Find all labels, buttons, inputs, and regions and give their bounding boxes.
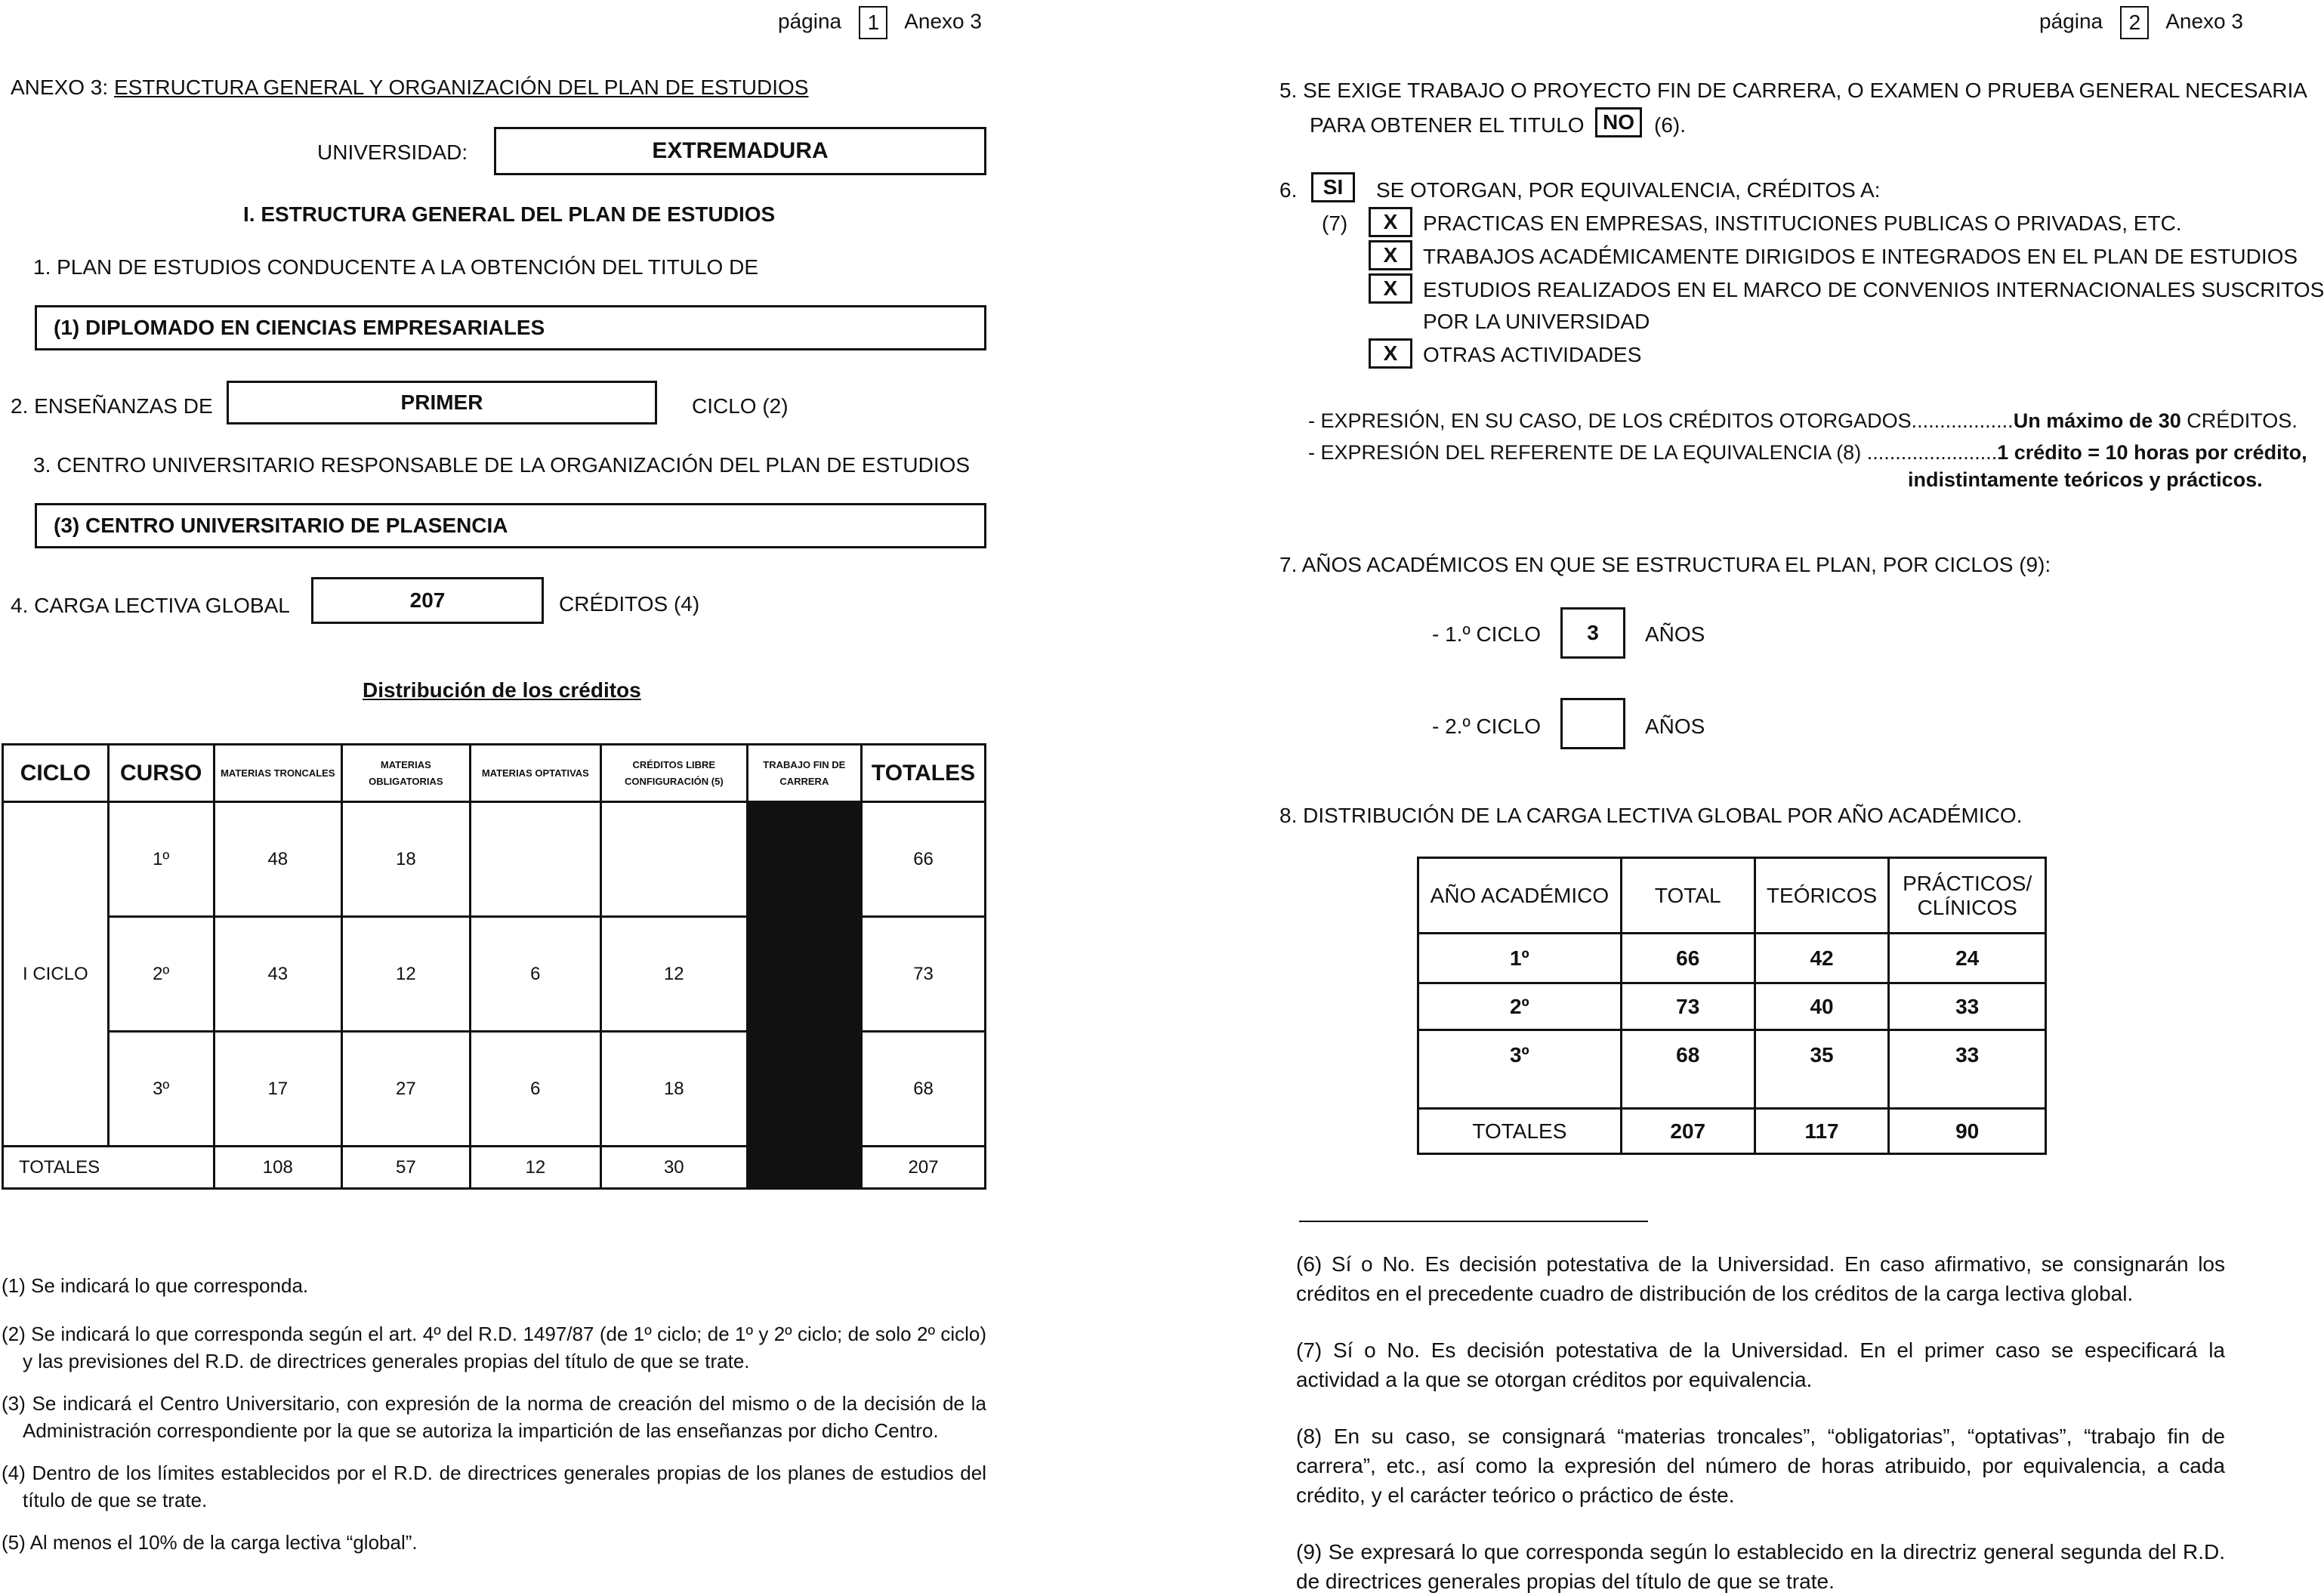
table-row — [3, 802, 986, 917]
year-cell: 3º — [1418, 1030, 1622, 1109]
col-header-teoricos: TEÓRICOS — [1755, 858, 1889, 934]
item3-label: 3. CENTRO UNIVERSITARIO RESPONSABLE DE LA ORGANIZACIÓN DEL PLAN DE ESTUDIOS — [33, 453, 971, 477]
page-label: página — [2039, 9, 2103, 33]
obligatorias-cell: 27 — [342, 1032, 471, 1147]
totales-cell: 73 — [862, 917, 986, 1032]
totals-troncales: 108 — [214, 1147, 341, 1189]
ciclo2-label: - 2.º CICLO — [1432, 715, 1542, 738]
universidad-field — [494, 127, 986, 175]
col-header-ano: AÑO ACADÉMICO — [1418, 858, 1622, 934]
page-header-right — [2039, 6, 2243, 39]
libre-cell — [601, 802, 748, 917]
carga-value: 207 — [409, 588, 446, 612]
totals-practicos: 90 — [1889, 1109, 2046, 1154]
item6-text: SE OTORGAN, POR EQUIVALENCIA, CRÉDITOS A: — [1376, 178, 1881, 202]
expr1-suffix: CRÉDITOS. — [2187, 409, 2298, 432]
check-convenios-label: ESTUDIOS REALIZADOS EN EL MARCO DE CONVENIOS INTERNACIONALES SUSCRITOS — [1423, 278, 2324, 301]
centro-field — [35, 503, 986, 548]
footnote: (7) Sí o No. Es decisión potestativa de la Universidad. En el primer caso se especificará la actividad a la que se otorgan créditos por equivalencia. — [1296, 1338, 2225, 1391]
item1-label: 1. PLAN DE ESTUDIOS CONDUCENTE A LA OBTENCIÓN DEL TITULO DE — [33, 255, 758, 279]
col-header-ciclo: CICLO — [3, 745, 109, 802]
titulo-field — [35, 305, 986, 350]
universidad-value: EXTREMADURA — [652, 138, 829, 163]
teoricos-cell: 40 — [1755, 983, 1889, 1030]
year-cell: 1º — [1418, 934, 1622, 983]
totals-label: TOTALES — [3, 1147, 214, 1189]
item8-label: 8. DISTRIBUCIÓN DE LA CARGA LECTIVA GLOBAL POR AÑO ACADÉMICO. — [1279, 804, 2023, 827]
item2-suffix: CICLO (2) — [692, 394, 789, 418]
check-otras: X — [1369, 338, 1412, 369]
section-title: I. ESTRUCTURA GENERAL DEL PLAN DE ESTUDIOS — [243, 202, 776, 226]
ciclo-field — [227, 381, 657, 424]
footnote: (3) Se indicará el Centro Universitario, con expresión de la norma de creación del mismo o de la decisión de la Administración correspondiente por la que se autoriza la impartición de las enseñanzas por dicho Centro. — [2, 1392, 986, 1442]
expr2 — [1308, 441, 2307, 465]
item6-number: 6. — [1279, 178, 1298, 202]
footnote: (2) Se indicará lo que corresponda según el art. 4º del R.D. 1497/87 (de 1º ciclo; de 1º y 2º ciclo; de solo 2º ciclo) y las previsiones del R.D. de directrices generales propias del título de que se trate. — [2, 1323, 986, 1372]
table2-row — [1418, 1030, 2046, 1109]
proyecto-fin-box: NO — [1595, 107, 1642, 137]
obligatorias-cell: 12 — [342, 917, 471, 1032]
totals-total: 207 — [1621, 1109, 1755, 1154]
troncales-cell: 43 — [214, 917, 341, 1032]
ciclo1-value: 3 — [1587, 621, 1599, 644]
item5-suffix: (6). — [1654, 113, 1686, 137]
ciclo2-years-box — [1560, 698, 1625, 749]
expr1-value: Un máximo de 30 — [2013, 409, 2181, 432]
table2-row — [1418, 934, 2046, 983]
check-practicas-label: PRACTICAS EN EMPRESAS, INSTITUCIONES PUBLICAS O PRIVADAS, ETC. — [1423, 211, 2182, 235]
footnote: (8) En su caso, se consignará “materias troncales”, “obligatorias”, “optativas”, “trabajo fin de carrera”, etc., así como la expresión del número de horas atribuido, por equivalencia, a cada crédito, y el carácter teórico o práctico de éste. — [1296, 1425, 2225, 1507]
teoricos-cell: 35 — [1755, 1030, 1889, 1109]
total-cell: 73 — [1621, 983, 1755, 1030]
page-number: 2 — [2120, 6, 2149, 39]
page-number: 1 — [859, 6, 887, 39]
ciclo-cell: I CICLO — [3, 802, 109, 1147]
col-header-totales: TOTALES — [862, 745, 986, 802]
col-header-troncales: MATERIAS TRONCALES — [214, 745, 341, 802]
footnotes-left — [2, 1272, 986, 1556]
expr2-label: - EXPRESIÓN DEL REFERENTE DE LA EQUIVALENCIA (8) ....................... — [1308, 441, 1998, 464]
carga-field — [311, 577, 544, 624]
item7-label: 7. AÑOS ACADÉMICOS EN QUE SE ESTRUCTURA EL PLAN, POR CICLOS (9): — [1279, 553, 2051, 576]
trabajo-blacked-cell — [747, 802, 862, 1189]
expr1 — [1308, 409, 2298, 433]
table2-row — [1418, 983, 2046, 1030]
col-header-practicos: PRÁCTICOS/ CLÍNICOS — [1889, 858, 2046, 934]
centro-value: (3) CENTRO UNIVERSITARIO DE PLASENCIA — [54, 514, 508, 537]
table2-header-row — [1418, 858, 2046, 934]
optativas-cell — [470, 802, 600, 917]
footnote: (4) Dentro de los límites establecidos por el R.D. de directrices generales propias de los planes de estudios del título de que se trate. — [2, 1462, 986, 1511]
footnote-separator — [1299, 1221, 1648, 1222]
check-convenios: X — [1369, 273, 1412, 304]
col-header-optativas: MATERIAS OPTATIVAS — [470, 745, 600, 802]
title-text: ESTRUCTURA GENERAL Y ORGANIZACIÓN DEL PLAN DE ESTUDIOS — [113, 76, 809, 99]
page-label: página — [778, 9, 842, 33]
credits-distribution-table — [2, 743, 986, 1190]
totals-totales: 207 — [862, 1147, 986, 1189]
annex-label: Anexo 3 — [2165, 9, 2243, 33]
obligatorias-cell: 18 — [342, 802, 471, 917]
curso-cell: 3º — [108, 1032, 214, 1147]
practicos-cell: 33 — [1889, 983, 2046, 1030]
distribution-title: Distribución de los créditos — [363, 678, 641, 702]
totals-optativas: 12 — [470, 1147, 600, 1189]
totales-cell: 68 — [862, 1032, 986, 1147]
table2-totals-row — [1418, 1109, 2046, 1154]
document-title — [11, 76, 808, 100]
table-header-row — [3, 745, 986, 802]
footnote: (1) Se indicará lo que corresponda. — [2, 1274, 309, 1297]
footnote: (5) Al menos el 10% de la carga lectiva “global”. — [2, 1531, 418, 1554]
practicos-cell: 24 — [1889, 934, 2046, 983]
title-prefix: ANEXO 3: — [11, 76, 109, 99]
year-cell: 2º — [1418, 983, 1622, 1030]
item2-label: 2. ENSEÑANZAS DE — [11, 394, 213, 418]
libre-cell: 12 — [601, 917, 748, 1032]
totals-teoricos: 117 — [1755, 1109, 1889, 1154]
footnote: (6) Sí o No. Es decisión potestativa de la Universidad. En caso afirmativo, se consignarán los créditos en el precedente cuadro de distribución de los créditos de la carga lectiva global. — [1296, 1252, 2225, 1305]
troncales-cell: 17 — [214, 1032, 341, 1147]
page-header-left — [778, 6, 982, 39]
optativas-cell: 6 — [470, 1032, 600, 1147]
totales-cell: 66 — [862, 802, 986, 917]
expr2-value2: indistintamente teóricos y prácticos. — [1908, 468, 2263, 491]
check-trabajos-label: TRABAJOS ACADÉMICAMENTE DIRIGIDOS E INTEGRADOS EN EL PLAN DE ESTUDIOS — [1423, 245, 2298, 268]
ciclo-value: PRIMER — [400, 391, 483, 414]
col-header-obligatorias: MATERIAS OBLIGATORIAS — [342, 745, 471, 802]
total-cell: 68 — [1621, 1030, 1755, 1109]
totals-label: TOTALES — [1418, 1109, 1622, 1154]
check-trabajos: X — [1369, 240, 1412, 270]
check-convenios-cont: POR LA UNIVERSIDAD — [1423, 310, 1650, 333]
total-cell: 66 — [1621, 934, 1755, 983]
ciclo1-anos: AÑOS — [1645, 622, 1705, 646]
curso-cell: 2º — [108, 917, 214, 1032]
troncales-cell: 48 — [214, 802, 341, 917]
optativas-cell: 6 — [470, 917, 600, 1032]
item5-line2: PARA OBTENER EL TITULO — [1310, 113, 1585, 137]
expr1-label: - EXPRESIÓN, EN SU CASO, DE LOS CRÉDITOS OTORGADOS.................. — [1308, 409, 2014, 432]
teoricos-cell: 42 — [1755, 934, 1889, 983]
check-otras-label: OTRAS ACTIVIDADES — [1423, 343, 1642, 366]
totals-libre: 30 — [601, 1147, 748, 1189]
check-practicas: X — [1369, 207, 1412, 237]
equivalencia-box: SI — [1311, 172, 1355, 202]
item6-ref: (7) — [1322, 211, 1348, 235]
col-header-libre: CRÉDITOS LIBRE CONFIGURACIÓN (5) — [601, 745, 748, 802]
col-header-trabajo: TRABAJO FIN DE CARRERA — [747, 745, 862, 802]
col-header-curso: CURSO — [108, 745, 214, 802]
titulo-value: (1) DIPLOMADO EN CIENCIAS EMPRESARIALES — [54, 316, 545, 339]
ciclo1-label: - 1.º CICLO — [1432, 622, 1542, 646]
libre-cell: 18 — [601, 1032, 748, 1147]
carga-por-ano-table — [1417, 857, 2047, 1155]
footnote: (9) Se expresará lo que corresponda según lo establecido en la directriz general segunda del R.D. de directrices generales propias del título de que se trate. — [1296, 1540, 2225, 1593]
ciclo1-years-box — [1560, 607, 1625, 659]
practicos-cell: 33 — [1889, 1030, 2046, 1109]
item4-suffix: CRÉDITOS (4) — [559, 592, 700, 616]
footnotes-right — [1296, 1249, 2225, 1596]
totals-obligatorias: 57 — [342, 1147, 471, 1189]
universidad-label: UNIVERSIDAD: — [317, 140, 468, 164]
item4-label: 4. CARGA LECTIVA GLOBAL — [11, 594, 290, 617]
expr2-value1: 1 crédito = 10 horas por crédito, — [1997, 441, 2307, 464]
col-header-total: TOTAL — [1621, 858, 1755, 934]
ciclo2-anos: AÑOS — [1645, 715, 1705, 738]
curso-cell: 1º — [108, 802, 214, 917]
annex-label: Anexo 3 — [904, 9, 982, 33]
item5-line1: 5. SE EXIGE TRABAJO O PROYECTO FIN DE CARRERA, O EXAMEN O PRUEBA GENERAL NECESARIA — [1279, 79, 2307, 102]
